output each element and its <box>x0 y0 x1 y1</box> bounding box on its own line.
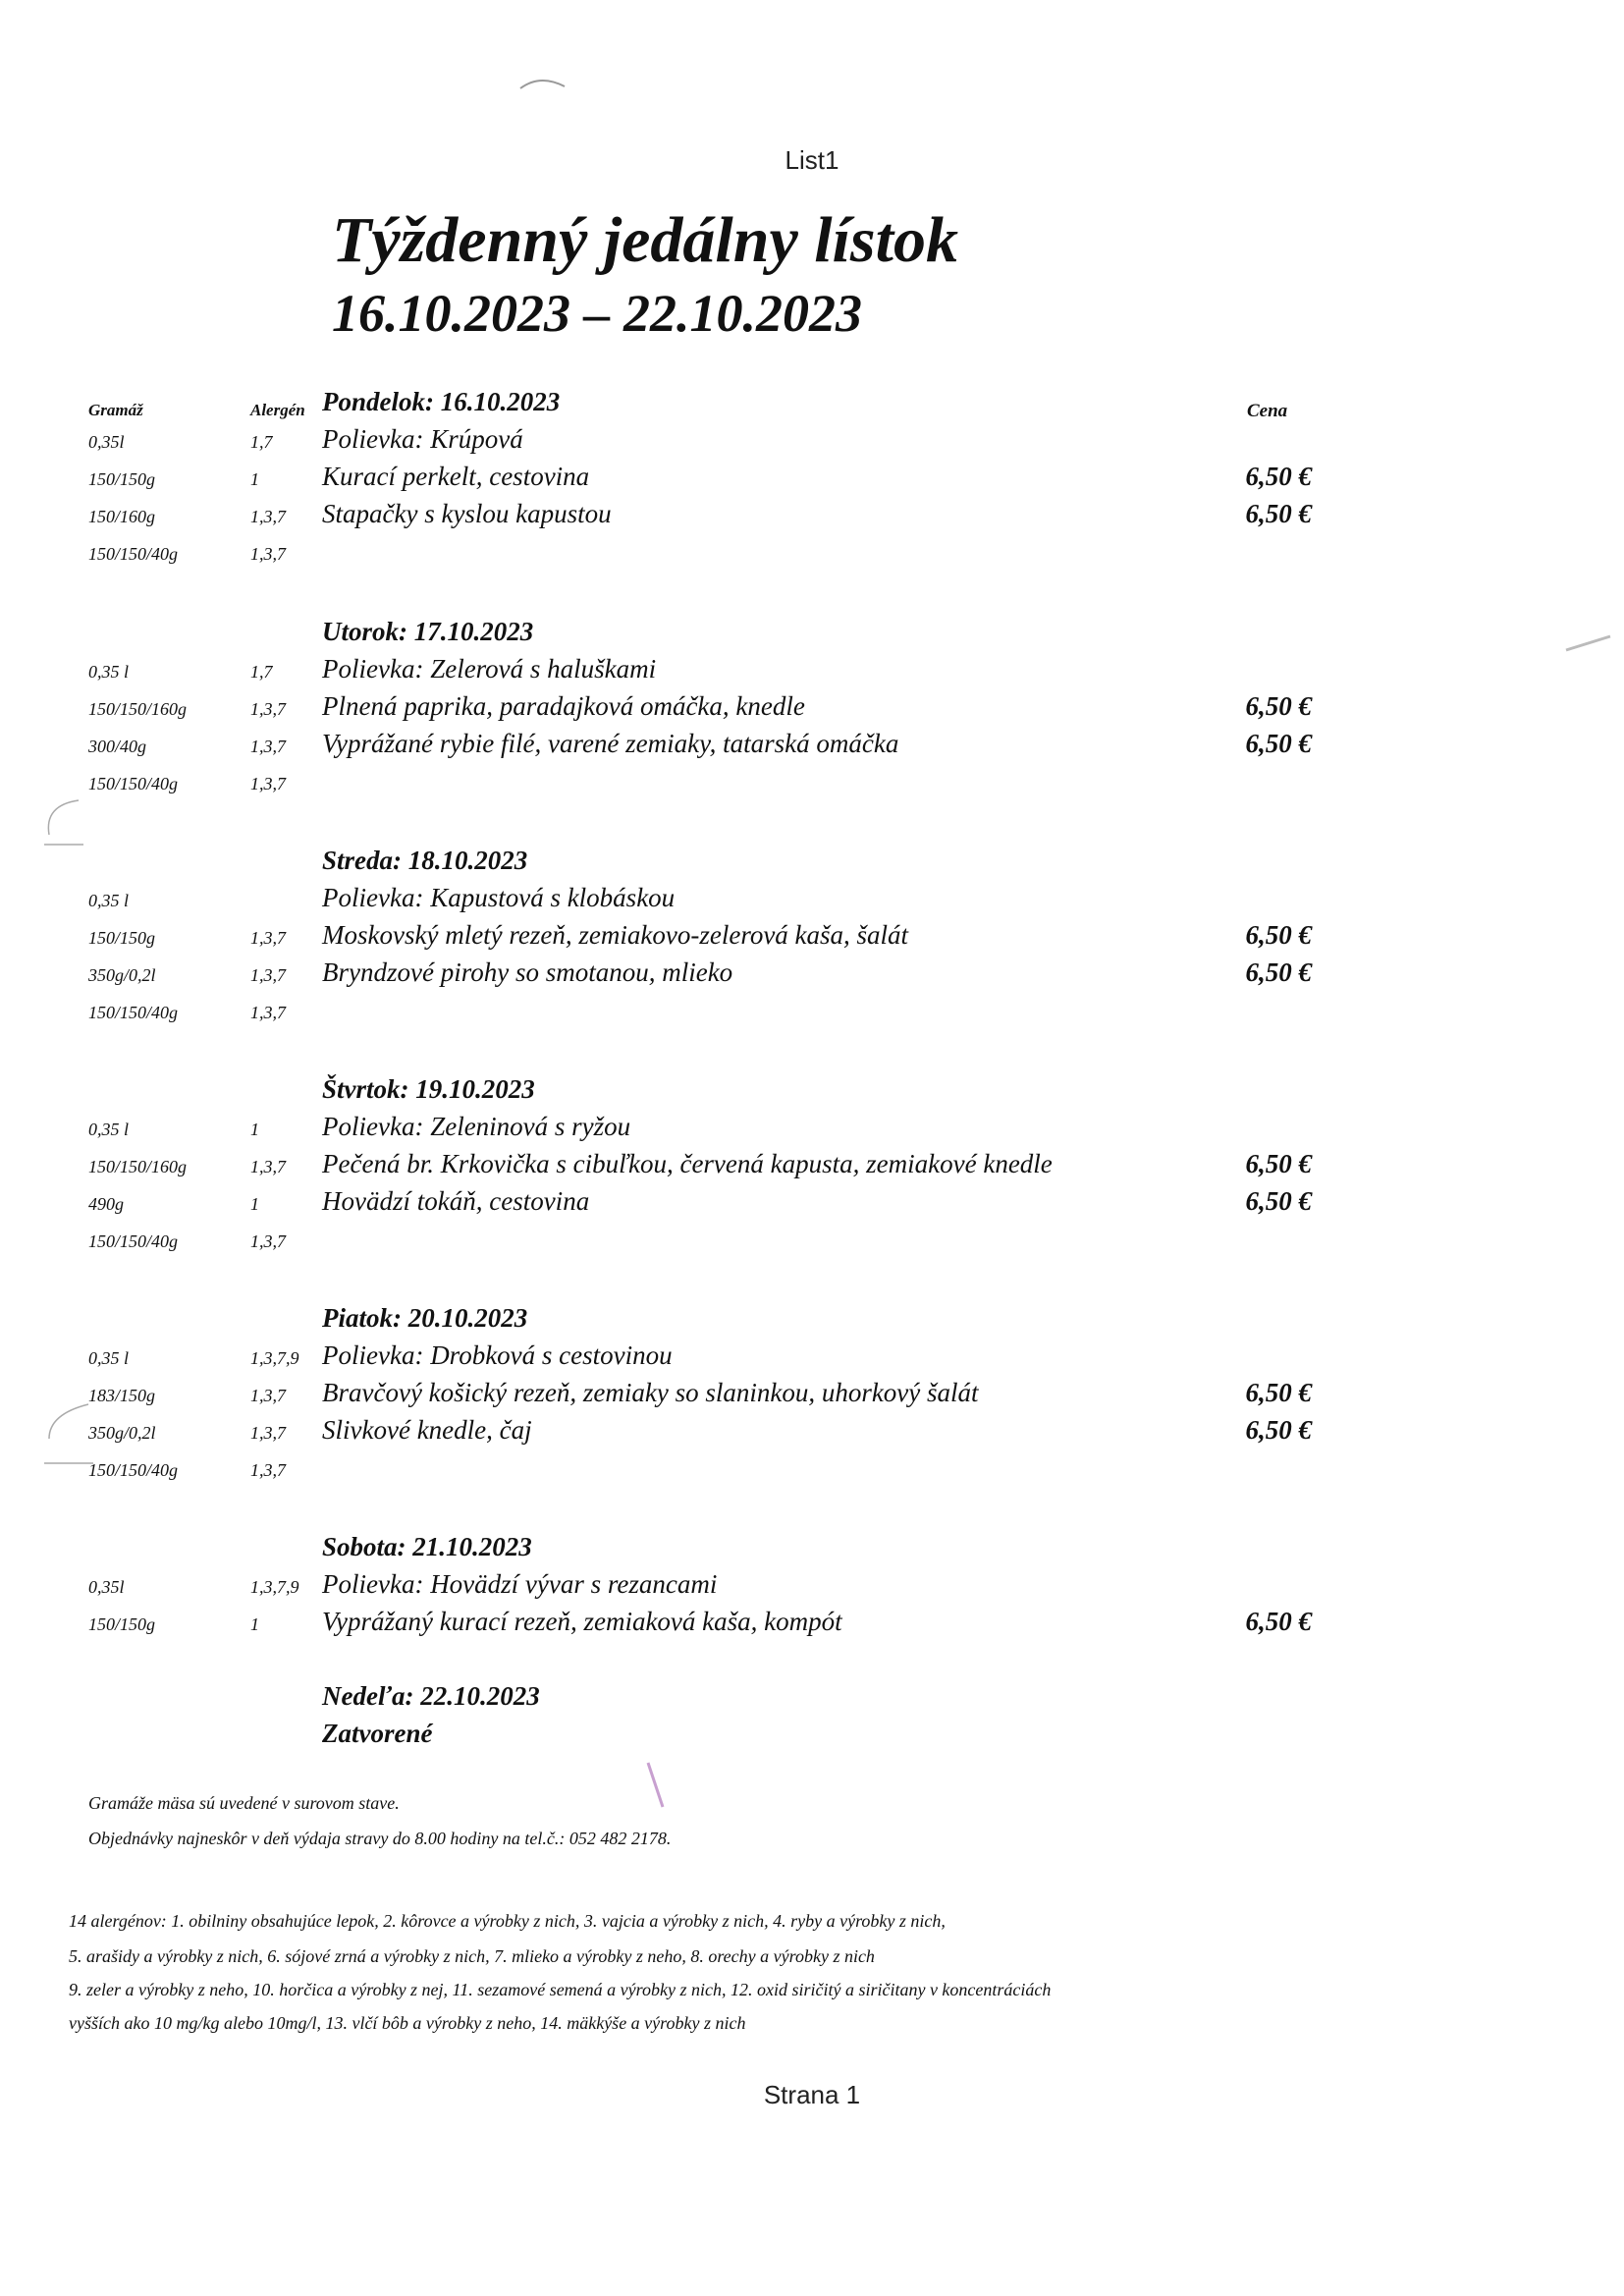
allergen-value: 1,3,7,9 <box>250 1348 299 1368</box>
allergen-value: 1,3,7 <box>250 965 286 985</box>
allergen-value: 1,7 <box>250 432 273 452</box>
gram-value: 0,35l <box>88 1577 125 1597</box>
menu-row <box>0 1149 1624 1186</box>
gram-value: 150/150/160g <box>88 1157 188 1176</box>
price: 6,50 € <box>1245 1186 1312 1216</box>
day-title: Utorok: 17.10.2023 <box>322 617 534 646</box>
price: 6,50 € <box>1245 691 1312 721</box>
price: 6,50 € <box>1245 729 1312 758</box>
gram-value: 0,35 l <box>88 1120 130 1139</box>
menu-row <box>0 1452 1624 1490</box>
meal-name: Moskovský mletý rezeň, zemiakovo-zelerová kaša, šalát <box>322 920 909 950</box>
menu-row <box>0 1569 1624 1607</box>
allergen-value: 1,3,7 <box>250 774 286 793</box>
gram-value: 150/150/40g <box>88 774 179 793</box>
menu-row <box>0 1415 1624 1452</box>
gram-value: 183/150g <box>88 1386 156 1405</box>
allergen-list-line: 5. arašidy a výrobky z nich, 6. sójové zrná a výrobky z nich, 7. mlieko a výrobky z neho, 8. orechy a výrobky z nich <box>69 1946 875 1966</box>
menu-row <box>0 424 1624 462</box>
gram-value: 150/150g <box>88 928 156 948</box>
column-header-gram: Gramáž <box>88 401 143 419</box>
gram-value: 150/150/40g <box>88 1003 179 1022</box>
menu-row <box>0 1224 1624 1261</box>
menu-row <box>0 957 1624 995</box>
allergen-list-line: 14 alergénov: 1. obilniny obsahujúce lepok, 2. kôrovce a výrobky z nich, 3. vajcia a výrobky z nich, 4. ryby a výrobky z nich, <box>69 1911 946 1931</box>
allergen-value: 1,3,7,9 <box>250 1577 299 1597</box>
day-title: Streda: 18.10.2023 <box>322 846 528 875</box>
allergen-value: 1,3,7 <box>250 699 286 719</box>
meal-name: Bravčový košický rezeň, zemiaky so slaninkou, uhorkový šalát <box>322 1378 979 1407</box>
allergen-value: 1 <box>250 1614 259 1634</box>
allergen-list-line: vyšších ako 10 mg/kg alebo 10mg/l, 13. vlčí bôb a výrobky z neho, 14. mäkkýše a výrobky z nich <box>69 2013 746 2033</box>
meal-name: Vyprážaný kurací rezeň, zemiaková kaša, kompót <box>322 1607 842 1636</box>
menu-row <box>0 729 1624 766</box>
menu-row <box>0 1378 1624 1415</box>
page-number: Strana 1 <box>763 2080 861 2109</box>
price: 6,50 € <box>1245 1607 1312 1636</box>
menu-row <box>0 499 1624 536</box>
menu-row <box>0 883 1624 920</box>
allergen-value: 1 <box>250 1120 259 1139</box>
gram-value: 490g <box>88 1194 124 1214</box>
meal-name: Vyprážané rybie filé, varené zemiaky, tatarská omáčka <box>322 729 899 758</box>
allergen-value: 1,3,7 <box>250 1460 286 1480</box>
gram-value: 150/150/40g <box>88 544 179 564</box>
gram-value: 150/150/160g <box>88 699 188 719</box>
date-range: 16.10.2023 – 22.10.2023 <box>332 284 862 343</box>
meal-name: Polievka: Kapustová s klobáskou <box>322 883 676 912</box>
gram-value: 0,35 l <box>88 1348 130 1368</box>
day-title: Pondelok: 16.10.2023 <box>322 387 561 416</box>
meal-name: Stapačky s kyslou kapustou <box>322 499 612 528</box>
menu-row <box>0 766 1624 803</box>
allergen-value: 1,3,7 <box>250 1231 286 1251</box>
allergen-list-line: 9. zeler a výrobky z neho, 10. horčica a výrobky z nej, 11. sezamové semená a výrobky z nich, 12. oxid siričitý a siričitany v koncentráciách <box>69 1980 1052 1999</box>
meal-name: Pečená br. Krkovička s cibuľkou, červená kapusta, zemiakové knedle <box>322 1149 1053 1178</box>
gram-value: 300/40g <box>88 737 147 756</box>
price: 6,50 € <box>1245 1415 1312 1445</box>
meal-name: Polievka: Drobková s cestovinou <box>322 1340 673 1370</box>
menu-row <box>0 1607 1624 1644</box>
day-title: Piatok: 20.10.2023 <box>322 1303 528 1333</box>
page-title: Týždenný jedálny lístok <box>332 204 958 276</box>
gram-value: 0,35l <box>88 432 125 452</box>
allergen-value: 1 <box>250 469 259 489</box>
meal-name: Plnená paprika, paradajková omáčka, knedle <box>322 691 805 721</box>
allergen-value: 1,7 <box>250 662 273 682</box>
day-title: Štvrtok: 19.10.2023 <box>322 1074 535 1104</box>
note-weight: Gramáže mäsa sú uvedené v surovom stave. <box>88 1793 400 1813</box>
menu-row <box>0 920 1624 957</box>
menu-row <box>0 995 1624 1032</box>
meal-name: Polievka: Zeleninová s ryžou <box>322 1112 631 1141</box>
gram-value: 150/150g <box>88 469 156 489</box>
price: 6,50 € <box>1245 1149 1312 1178</box>
meal-name: Bryndzové pirohy so smotanou, mlieko <box>322 957 733 987</box>
meal-name: Slivkové knedle, čaj <box>322 1415 532 1445</box>
gram-value: 150/150/40g <box>88 1231 179 1251</box>
closed-label: Zatvorené <box>322 1719 433 1748</box>
menu-row <box>0 536 1624 574</box>
sheet-name: List1 <box>785 145 839 175</box>
price: 6,50 € <box>1245 462 1312 491</box>
price: 6,50 € <box>1245 957 1312 987</box>
gram-value: 150/150/40g <box>88 1460 179 1480</box>
meal-name: Polievka: Hovädzí vývar s rezancami <box>322 1569 718 1599</box>
menu-row <box>0 654 1624 691</box>
price: 6,50 € <box>1245 499 1312 528</box>
allergen-value: 1 <box>250 1194 259 1214</box>
menu-row <box>0 1186 1624 1224</box>
allergen-value: 1,3,7 <box>250 928 286 948</box>
meal-name: Kurací perkelt, cestovina <box>322 462 590 491</box>
gram-value: 350g/0,2l <box>88 965 156 985</box>
allergen-value: 1,3,7 <box>250 1157 286 1176</box>
price: 6,50 € <box>1245 920 1312 950</box>
column-header-allergen: Alergén <box>250 401 305 419</box>
gram-value: 0,35 l <box>88 891 130 910</box>
allergen-value: 1,3,7 <box>250 507 286 526</box>
scan-mark-left <box>39 795 88 854</box>
menu-row <box>0 1340 1624 1378</box>
note-orders: Objednávky najneskôr v deň výdaja stravy do 8.00 hodiny na tel.č.: 052 482 2178. <box>88 1829 672 1848</box>
menu-row <box>0 1112 1624 1149</box>
meal-name: Polievka: Zelerová s haluškami <box>322 654 657 683</box>
meal-name: Polievka: Krúpová <box>322 424 523 454</box>
day-title: Nedeľa: 22.10.2023 <box>322 1681 540 1711</box>
allergen-value: 1,3,7 <box>250 1386 286 1405</box>
gram-value: 0,35 l <box>88 662 130 682</box>
day-title: Sobota: 21.10.2023 <box>322 1532 532 1561</box>
meal-name: Hovädzí tokáň, cestovina <box>322 1186 590 1216</box>
menu-row <box>0 1719 1624 1756</box>
menu-row <box>0 691 1624 729</box>
column-header-price: Cena <box>1247 401 1288 421</box>
allergen-value: 1,3,7 <box>250 1423 286 1443</box>
allergen-value: 1,3,7 <box>250 1003 286 1022</box>
menu-row <box>0 462 1624 499</box>
scan-mark-pink <box>638 1758 677 1817</box>
gram-value: 150/160g <box>88 507 156 526</box>
price: 6,50 € <box>1245 1378 1312 1407</box>
gram-value: 350g/0,2l <box>88 1423 156 1443</box>
gram-value: 150/150g <box>88 1614 156 1634</box>
allergen-value: 1,3,7 <box>250 737 286 756</box>
scan-mark-top <box>511 69 569 98</box>
allergen-value: 1,3,7 <box>250 544 286 564</box>
